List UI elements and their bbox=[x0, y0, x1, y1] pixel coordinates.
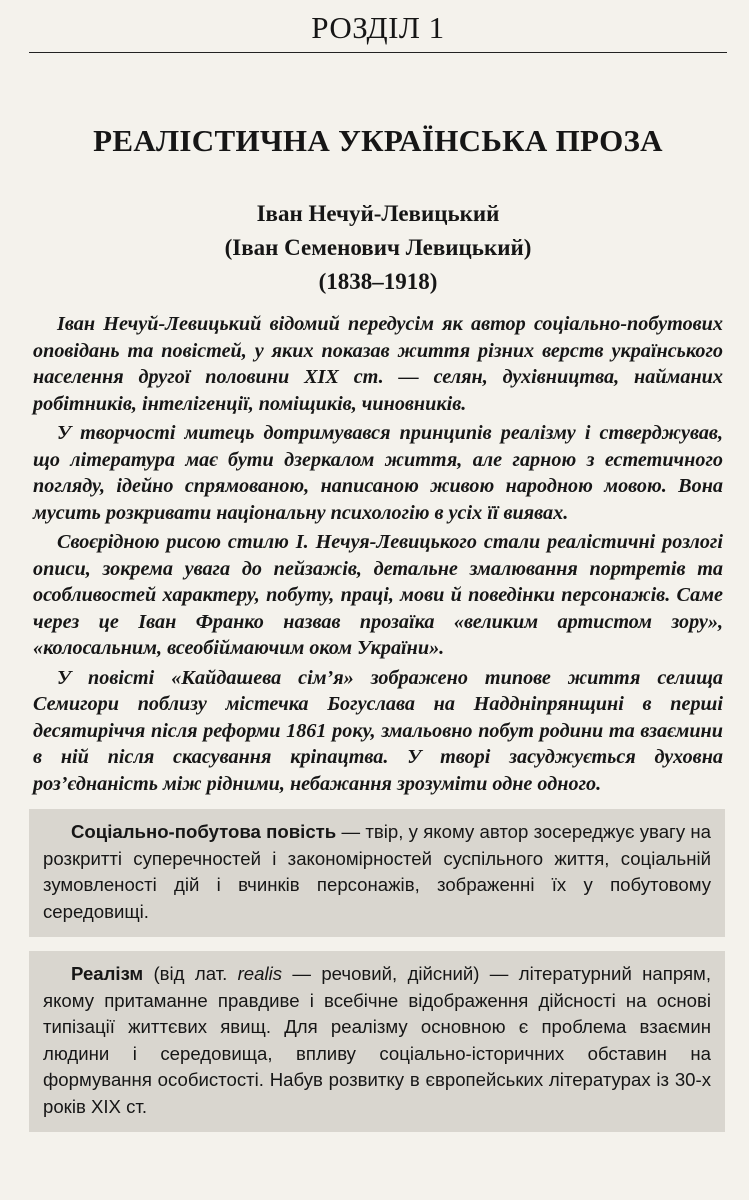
author-block bbox=[33, 197, 723, 299]
definition-text-before: (від лат. bbox=[143, 963, 238, 984]
intro-paragraph: У повісті «Кайдашева сім’я» зображено типове життя селища Семигори поблизу містечка Богуслава на Наддніпрянщині в перші десятиріччя після реформи 1861 року, змальовно побут родини та взаємини в ній після скасування кріпацтва. У творі засуджується духовна роз’єднаність між рідними, небажання зрозуміти одне одного. bbox=[33, 666, 723, 795]
intro-paragraph: Іван Нечуй-Левицький відомий передусім як автор соціально-побутових оповідань та повістей, у яких показав життя різних верств українського населення другої половини XIX ст. — селян, духівництва, найманих робітників, інтелігенції, поміщиків, чиновників. bbox=[33, 313, 723, 415]
definition-latin-word: realis bbox=[237, 963, 283, 984]
intro-text bbox=[33, 311, 723, 797]
author-real-name: (Іван Семенович Левицький) bbox=[224, 235, 532, 260]
intro-paragraph: У творчості митець дотримувався принципів реалізму і стверджував, що література має бути дзеркалом життя, але гарною з естетичного погляду, ідейно спрямованою, написаною живою народною мовою. Вона мусить розкривати національну психологію в усіх її виявах. bbox=[33, 422, 723, 524]
definition-term: Соціально-побутова повість bbox=[71, 821, 337, 842]
section-header: РОЗДІЛ 1 bbox=[29, 0, 727, 53]
author-years: (1838–1918) bbox=[318, 269, 438, 294]
intro-paragraph: Своєрідною рисою стилю І. Нечуя-Левицького стали реалістичні розлогі описи, зокрема увага до пейзажів, детальне змалювання портретів та особливостей характеру, побуту, праці, мови й поведінки персонажів. Саме через це Іван Франко назвав прозаїка «великим артистом зору», «колосальним, всеобіймаючим оком України». bbox=[33, 531, 723, 659]
author-pen-name: Іван Нечуй-Левицький bbox=[256, 201, 500, 226]
definition-text: — твір, у якому автор зосереджує увагу на розкритті суперечностей і закономірностей суспільного життя, соціальній зумовленості дій і вчинків персонажів, зображенні їх у побутовому середовищі. bbox=[43, 821, 712, 922]
definition-text-after: — речовий, дійсний) — літературний напрям, якому притаманне правдиве і всебічне відображення дійсності на основі типізації життєвих явищ. Для реалізму основною є проблема взаємин людини і середовища, впливу соціально-історичних обставин на формування особистості. Набув розвитку в європейських літературах із 30-х років XIX ст. bbox=[43, 963, 711, 1117]
definition-term: Реалізм bbox=[71, 963, 144, 984]
chapter-title: РЕАЛІСТИЧНА УКРАЇНСЬКА ПРОЗА bbox=[93, 123, 663, 158]
definition-realism bbox=[29, 951, 725, 1132]
definition-social-novel bbox=[29, 809, 725, 937]
